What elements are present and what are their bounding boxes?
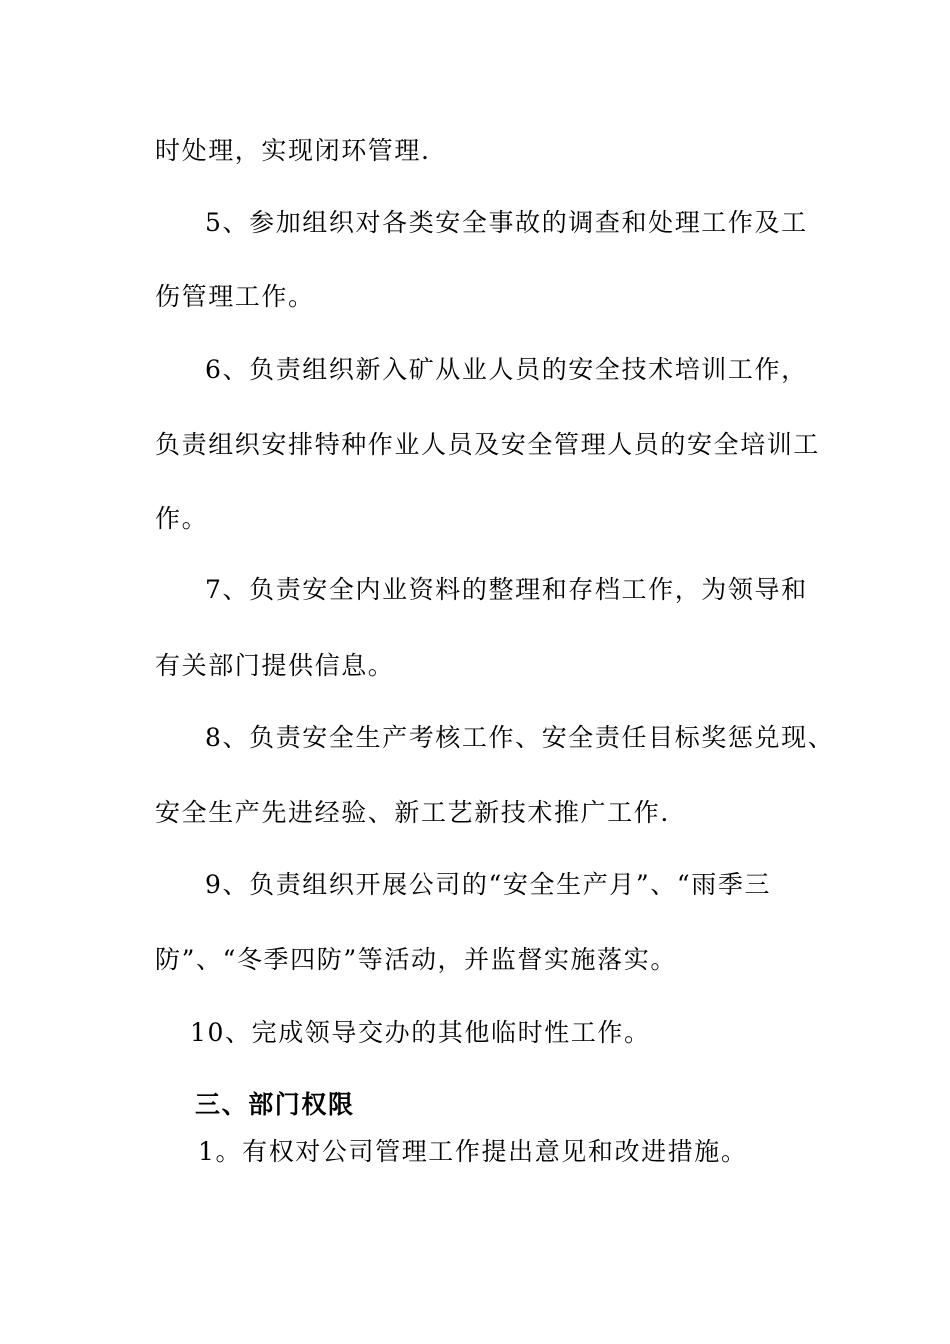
- paragraph-line: 伤管理工作。: [155, 282, 315, 311]
- paragraph-line: 作。: [155, 504, 209, 533]
- paragraph-line: 有关部门提供信息。: [155, 651, 395, 680]
- paragraph-line: 6、负责组织新入矿从业人员的安全技术培训工作，: [205, 355, 808, 384]
- paragraph-line: 5、参加组织对各类安全事故的调查和处理工作及工: [205, 208, 808, 237]
- paragraph-line: 负责组织安排特种作业人员及安全管理人员的安全培训工: [155, 430, 821, 459]
- paragraph-line: 1。有权对公司管理工作提出意见和改进措施。: [198, 1137, 748, 1166]
- paragraph-line: 10、完成领导交办的其他临时性工作。: [190, 1018, 651, 1047]
- paragraph-line: 9、负责组织开展公司的“安全生产月”、“雨季三: [205, 870, 772, 899]
- paragraph-line: 安全生产先进经验、新工艺新技术推广工作.: [155, 798, 670, 827]
- paragraph-line: 7、负责安全内业资料的整理和存档工作，为领导和: [205, 575, 808, 604]
- paragraph-line: 时处理，实现闭环管理.: [155, 136, 431, 165]
- paragraph-line: 8、负责安全生产考核工作、安全责任目标奖惩兑现、: [205, 723, 835, 752]
- paragraph-line: 防”、“冬季四防”等活动，并监督实施落实。: [155, 945, 677, 974]
- section-heading: 三、部门权限: [195, 1090, 355, 1119]
